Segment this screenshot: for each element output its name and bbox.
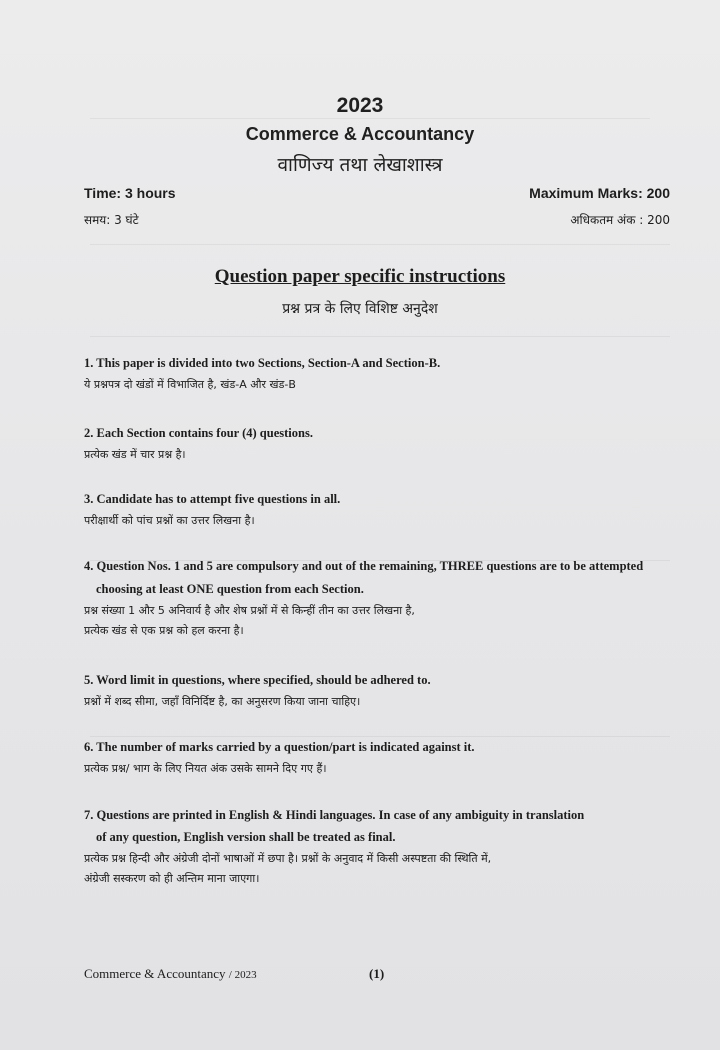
instruction-item-6 <box>84 738 684 778</box>
exam-year: 2023 <box>336 94 384 117</box>
instruction-item-7 <box>84 806 684 888</box>
instruction-item-3 <box>84 490 684 530</box>
instruction-text-en: 5. Word limit in questions, where specified, should be adhered to. <box>84 673 431 687</box>
instruction-text-hi: प्रश्न संख्या 1 और 5 अनिवार्य है और शेष प्रश्नों में से किन्हीं तीन का उत्तर लिखना है, <box>84 604 415 617</box>
footer-year: / 2023 <box>228 969 257 981</box>
bleed-through-line <box>90 118 650 119</box>
instruction-text-hi: प्रत्येक प्रश्न हिन्दी और अंग्रेजी दोनों भाषाओं में छपा है। प्रश्नों के अनुवाद में किसी अस्पष्टता की स्थिति में, <box>84 852 492 865</box>
subject-title-en: Commerce & Accountancy <box>245 124 475 144</box>
instruction-item-2 <box>84 424 684 464</box>
time-label-hi: समय: 3 घंटे <box>84 213 139 227</box>
instruction-text-en-cont: choosing at least ONE question from each Section. <box>96 582 364 596</box>
bleed-through-line <box>90 244 670 245</box>
footer-subject <box>84 966 257 982</box>
instruction-item-5 <box>84 671 684 711</box>
instruction-text-hi: प्रश्नों में शब्द सीमा, जहाँ विनिर्दिष्ट है, का अनुसरण किया जाना चाहिए। <box>84 695 361 708</box>
instruction-text-hi: प्रत्येक प्रश्न/ भाग के लिए नियत अंक उसके सामने दिए गए हैं। <box>84 762 327 775</box>
instruction-item-1 <box>84 354 684 394</box>
instruction-text-hi: प्रत्येक खंड में चार प्रश्न है। <box>84 448 186 461</box>
max-marks-en: Maximum Marks: 200 <box>529 185 670 201</box>
instruction-text-en-cont: of any question, English version shall be treated as final. <box>96 830 396 844</box>
instruction-text-hi-cont: प्रत्येक खंड से एक प्रश्न को हल करना है। <box>84 624 244 637</box>
page-number: (1) <box>369 966 385 981</box>
instruction-text-en: 4. Question Nos. 1 and 5 are compulsory and out of the remaining, THREE questions are to be attempted <box>84 559 644 573</box>
instruction-item-4 <box>84 557 684 640</box>
instruction-text-hi: ये प्रश्नपत्र दो खंडों में विभाजित है, खंड-A और खंड-B <box>84 378 296 391</box>
bleed-through-line <box>90 736 670 737</box>
subject-title-hi: वाणिज्य तथा लेखाशास्त्र <box>277 154 443 176</box>
instruction-text-en: 3. Candidate has to attempt five questions in all. <box>84 492 341 506</box>
instruction-text-en: 2. Each Section contains four (4) questions. <box>84 426 313 440</box>
instruction-text-en: 7. Questions are printed in English & Hindi languages. In case of any ambiguity in translation <box>84 808 585 822</box>
instruction-text-en: 6. The number of marks carried by a question/part is indicated against it. <box>84 740 475 754</box>
instructions-title-en: Question paper specific instructions <box>214 266 506 287</box>
max-marks-hi: अधिकतम अंक : 200 <box>570 213 670 227</box>
bleed-through-line <box>90 336 670 337</box>
instructions-title-hi: प्रश्न प्रत्र के लिए विशिष्ट अनुदेश <box>282 301 438 317</box>
time-label-en: Time: 3 hours <box>84 185 176 201</box>
footer-subject-name: Commerce & Accountancy <box>84 966 226 981</box>
instruction-text-en: 1. This paper is divided into two Sections, Section-A and Section-B. <box>84 356 441 370</box>
instruction-text-hi: परीक्षार्थी को पांच प्रश्नों का उत्तर लिखना है। <box>84 514 255 527</box>
instruction-text-hi-cont: अंग्रेजी सस्करण को ही अन्तिम माना जाएगा। <box>84 872 260 885</box>
